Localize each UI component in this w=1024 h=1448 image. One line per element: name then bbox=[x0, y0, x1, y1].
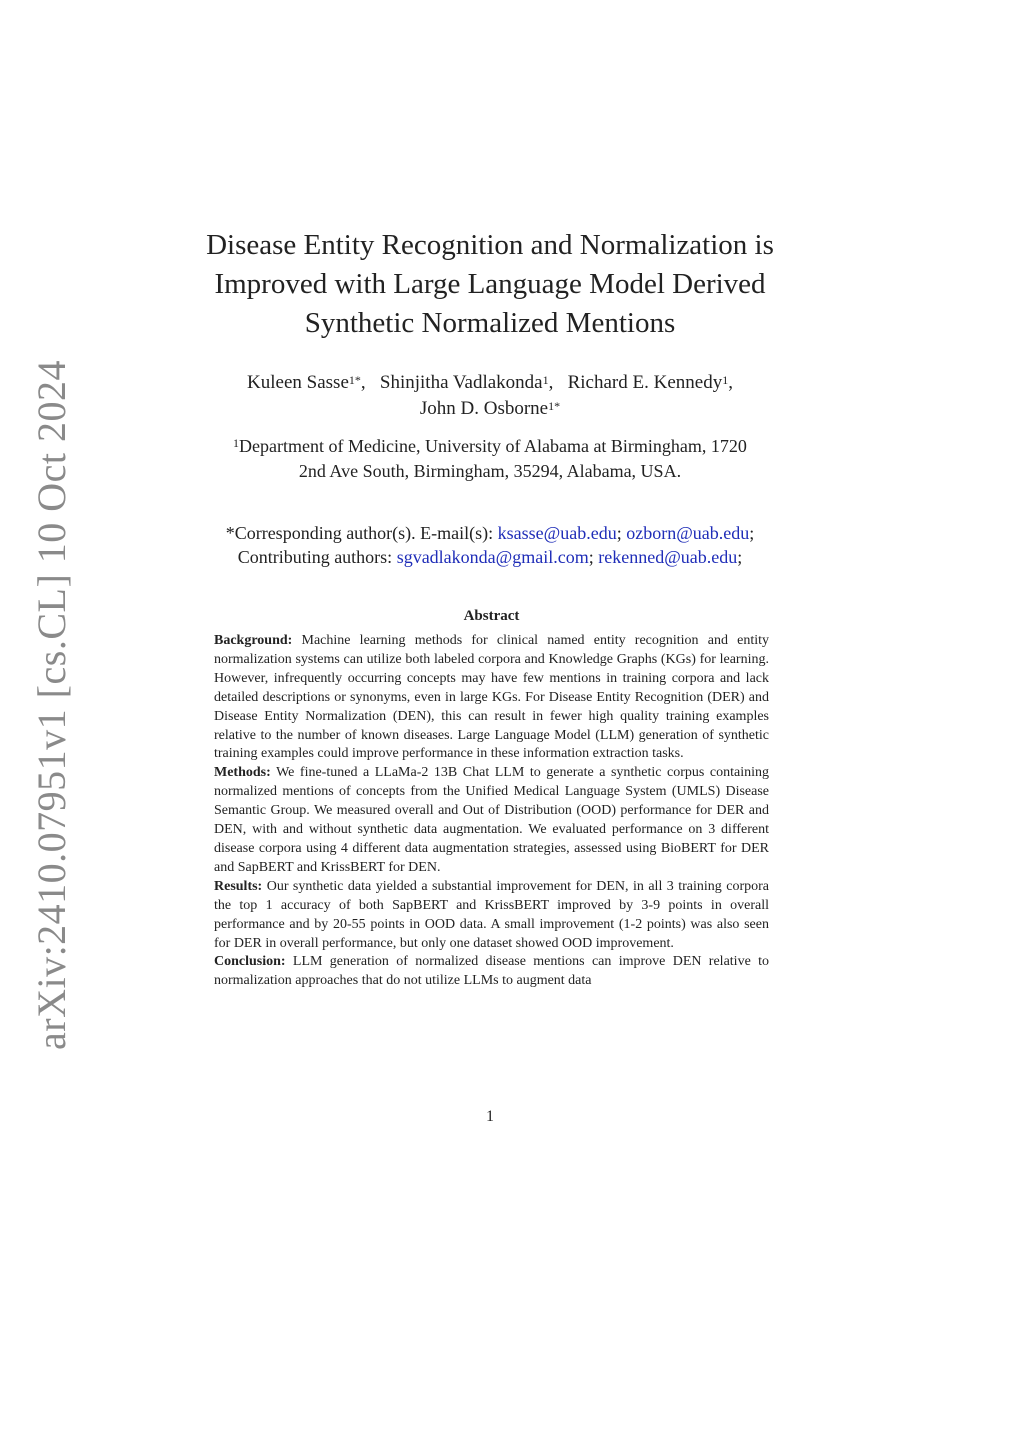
section-text: LLM generation of normalized disease mentions can improve DEN relative to normalization approaches that do not utilize LLMs to augment data bbox=[214, 954, 770, 989]
email-link[interactable]: rekenned@uab.edu bbox=[598, 547, 738, 567]
affiliation bbox=[150, 434, 830, 484]
title-line: Improved with Large Language Model Derived bbox=[214, 268, 766, 300]
corresponding-label: *Corresponding author(s). E-mail(s): bbox=[225, 523, 494, 543]
email-link[interactable]: ozborn@uab.edu bbox=[626, 523, 750, 543]
abstract-section bbox=[214, 764, 769, 877]
abstract-section bbox=[214, 953, 769, 991]
author: Shinjitha Vadlakonda$^1$, bbox=[379, 372, 554, 393]
affiliation-line: Department of Medicine, University of Alabama at Birmingham, 1720 bbox=[239, 436, 747, 456]
author-affiliation-mark: 1 bbox=[542, 373, 549, 387]
affiliation-line: 2nd Ave South, Birmingham, 35294, Alabama, USA. bbox=[298, 461, 682, 481]
author: Richard E. Kennedy$^1$, bbox=[567, 372, 733, 393]
section-label: Conclusion: bbox=[214, 954, 286, 970]
author-name: John D. Osborne bbox=[419, 398, 549, 419]
author-name: Shinjitha Vadlakonda bbox=[379, 372, 543, 393]
contributing-label: Contributing authors: bbox=[237, 547, 393, 567]
section-label: Results: bbox=[214, 878, 263, 894]
arxiv-identifier-stamp: arXiv:2410.07951v1 [cs.CL] 10 Oct 2024 bbox=[29, 359, 74, 1050]
author-name: Richard E. Kennedy bbox=[567, 372, 723, 393]
abstract-section bbox=[214, 878, 769, 954]
author bbox=[420, 398, 560, 419]
section-text: Machine learning methods for clinical named entity recognition and entity normalization systems can utilize both labeled corpora and Knowledge Graphs (KGs) for learning. However, infrequently occurring concepts may have few mentions in training corpora and lack detailed descriptions or synonyms, even in large KGs. For Disease Entity Recognition (DER) and Disease Entity Normalization (DEN), this can result in fewer high quality training examples relative to the number of known diseases. Large Language Model (LLM) generation of synthetic training examples could improve performance in these information extraction tasks. bbox=[214, 633, 770, 762]
author-affiliation-mark: 1* bbox=[548, 399, 561, 413]
abstract-body bbox=[214, 632, 769, 991]
section-text: Our synthetic data yielded a substantial improvement for DEN, in all 3 training corpora the top 1 accuracy of both SapBERT and KrissBERT improved by 3-9 points in overall performance and by 20-55 points in OOD data. A small improvement (1-2 points) was also seen for DER in overall performance, but only one dataset showed OOD improvement. bbox=[214, 878, 770, 951]
title-line: Disease Entity Recognition and Normalization is bbox=[206, 229, 774, 261]
section-label: Background: bbox=[214, 633, 293, 648]
email-link[interactable]: sgvadlakonda@gmail.com bbox=[396, 547, 589, 567]
author-affiliation-mark: 1 bbox=[722, 373, 729, 387]
page-number: 1 bbox=[486, 1108, 494, 1125]
title-line: Synthetic Normalized Mentions bbox=[304, 307, 676, 339]
author-name: Kuleen Sasse bbox=[247, 372, 349, 393]
section-label: Methods: bbox=[214, 765, 271, 781]
abstract-section bbox=[214, 632, 769, 764]
section-text: We fine-tuned a LLaMa-2 13B Chat LLM to generate a synthetic corpus containing normalized mentions of concepts from the Unified Medical Language System (UMLS) Disease Semantic Group. We measured overall and Out of Distribution (OOD) performance for DER and DEN, with and without synthetic data augmentation. We evaluated performance on 3 different disease corpora using 4 different data augmentation strategies, assessed using BioBERT for DER and SapBERT and KrissBERT for DEN. bbox=[214, 765, 769, 875]
paper-title bbox=[150, 226, 830, 343]
correspondence-block: *Corresponding author(s). E-mail(s): ksasse@uab.edu; ozborn@uab.edu; Contributing authors: sgvadlakonda@gmail.com; rekenned@uab.edu; bbox=[225, 523, 755, 567]
author: Kuleen Sasse$^{1*}$, bbox=[247, 372, 366, 393]
abstract-heading: Abstract bbox=[463, 608, 520, 624]
email-link[interactable]: ksasse@uab.edu bbox=[497, 523, 617, 543]
author-affiliation-mark: 1* bbox=[348, 373, 361, 387]
author-list bbox=[150, 370, 830, 422]
affiliation-mark: 1 bbox=[233, 436, 240, 450]
